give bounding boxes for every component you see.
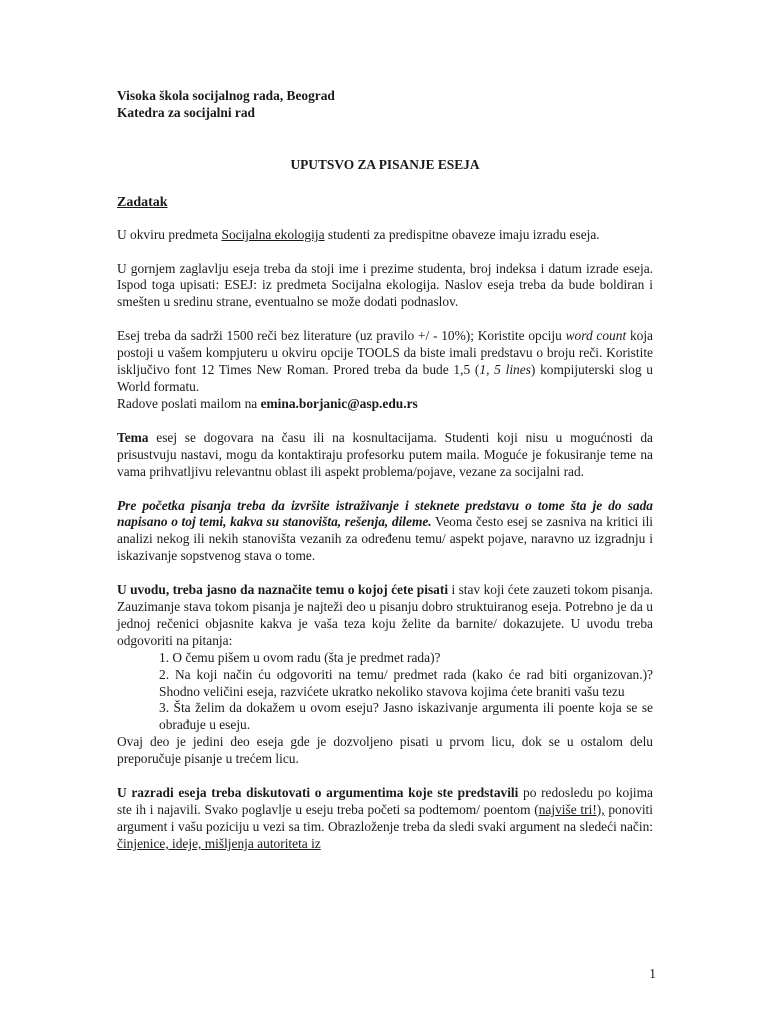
document-page [117,88,653,853]
paragraph-format [117,328,653,413]
p3-text-e: ) kompijuterski slog u World formatu. [117,362,654,394]
p5-text-b: Veoma često esej se zasniva na kritici ili analizi nekog ili nekih stanovišta vezanih za određenu temu/ aspekt pojave, naravno uz izgradnju i iskazivanje sopstvenog stava o tome. [117,514,654,564]
max-three-note: najviše tri!), [538,802,605,817]
research-emphasis: Pre početka pisanja treba da izvršite istraživanje i steknete predstavu o tome šta je do sada napisano o toj temi, kakva su stanovišta, rešenja, dileme. [117,497,653,530]
institution-header [117,88,653,122]
list-item: 2. Na koji način ću odgovoriti na temu/ predmet rada (kako će rad biti organizovan.)? Shodno veličini eseja, razvićete ukratko nekoliko stavova kojima ćete braniti vašu tezu [159,666,653,699]
submission-text: Radove poslati mailom na [117,395,261,411]
p3-text-c: koja postoji u vašem kompjuteru u okviru opcije TOOLS da biste imali predstavu o broju reči. Koristite isključivo font 12 Times New Roman. Prored treba da bude 1,5 ( [117,328,653,378]
paragraph-introduction [117,582,653,768]
paragraph-course [117,227,653,244]
development-emphasis: U razradi eseja treba diskutovati o argumentima koje ste predstavili [117,785,519,801]
introduction-emphasis: U uvodu, treba jasno da naznačite temu o kojoj ćete pisati [117,582,449,598]
submission-line [117,396,653,413]
page-number: 1 [649,966,656,981]
topic-term: Tema [117,429,149,445]
paragraph-topic [117,430,653,481]
p4-text-b: esej se dogovara na času ili na kosnultacijama. Studenti koji nisu u mogućnosti da prisustvuju nastavi, mogu da kontaktiraju profesorku putem maila. Moguće je fokusiranje teme na vama prihvatljivu relevantnu oblast ili aspekt problema/pojave, vezane za socijalni rad. [117,429,653,479]
paragraph-research [117,498,653,566]
word-count-term: word count [565,328,627,344]
list-item: 3. Šta želim da dokažem u ovom eseju? Jasno iskazivanje argumenta ili poente koja se se obrađuje u eseju. [159,700,653,733]
first-person-note: Ovaj deo je jedini deo eseja gde je dozvoljeno pisati u prvom licu, dok se u ostalom delu preporučuje pisanje u trećem licu. [117,734,653,767]
p7-text-b: po redosledu po kojima ste ih i najavili. Svako poglavlje u eseju treba početi sa podtemom/ poentom ( [117,785,654,817]
document-title: UPUTSVO ZA PISANJE ESEJA [290,156,480,172]
evidence-types: činjenice, ideje, mišljenja autoriteta iz [117,835,321,851]
section-heading: Zadatak [117,194,168,210]
introduction-questions [117,650,653,735]
p1-text-c: studenti za predispitne obaveze imaju izradu eseja. [324,226,600,242]
course-name: Socijalna ekologija [221,226,325,242]
paragraph-header-instructions: U gornjem zaglavlju eseja treba da stoji ime i prezime studenta, broj indeksa i datum izrade eseja. Ispod toga upisati: ESEJ: iz predmeta Socijalna ekologija. Naslov eseja treba da bude boldiran i smešten u sredinu strane, eventualno se može dodati podnaslov. [117,260,653,310]
p1-text-a: U okviru predmeta [117,226,222,242]
contact-email: emina.borjanic@asp.edu.rs [260,395,418,411]
list-item: 1. O čemu pišem u ovom radu (šta je predmet rada)? [159,649,441,665]
paragraph-development [117,785,653,853]
p3-text-a: Esej treba da sadrži 1500 reči bez literature (uz pravilo +/ - 10%); Koristite opciju [117,328,566,344]
p7-text-d: ponoviti argument i vašu poziciju u vezi sa tim. Obrazloženje treba da sledi svaki argument na sledeći način: [117,802,653,834]
p6-text-b: i stav koji ćete zauzeti tokom pisanja. Zauzimanje stava tokom pisanja je najteži deo u pisanju dobro struktuiranog eseja. Potrebno je da u jednoj rečenici objasnite kakva je vaša teza koju želite da barnite/ dokazujete. U uvodu treba odgovoriti na pitanja: [117,582,653,648]
department-name: Katedra za socijalni rad [117,104,255,120]
institution-name: Visoka škola socijalnog rada, Beograd [117,88,335,103]
line-spacing-term: 1, 5 lines [479,362,531,378]
